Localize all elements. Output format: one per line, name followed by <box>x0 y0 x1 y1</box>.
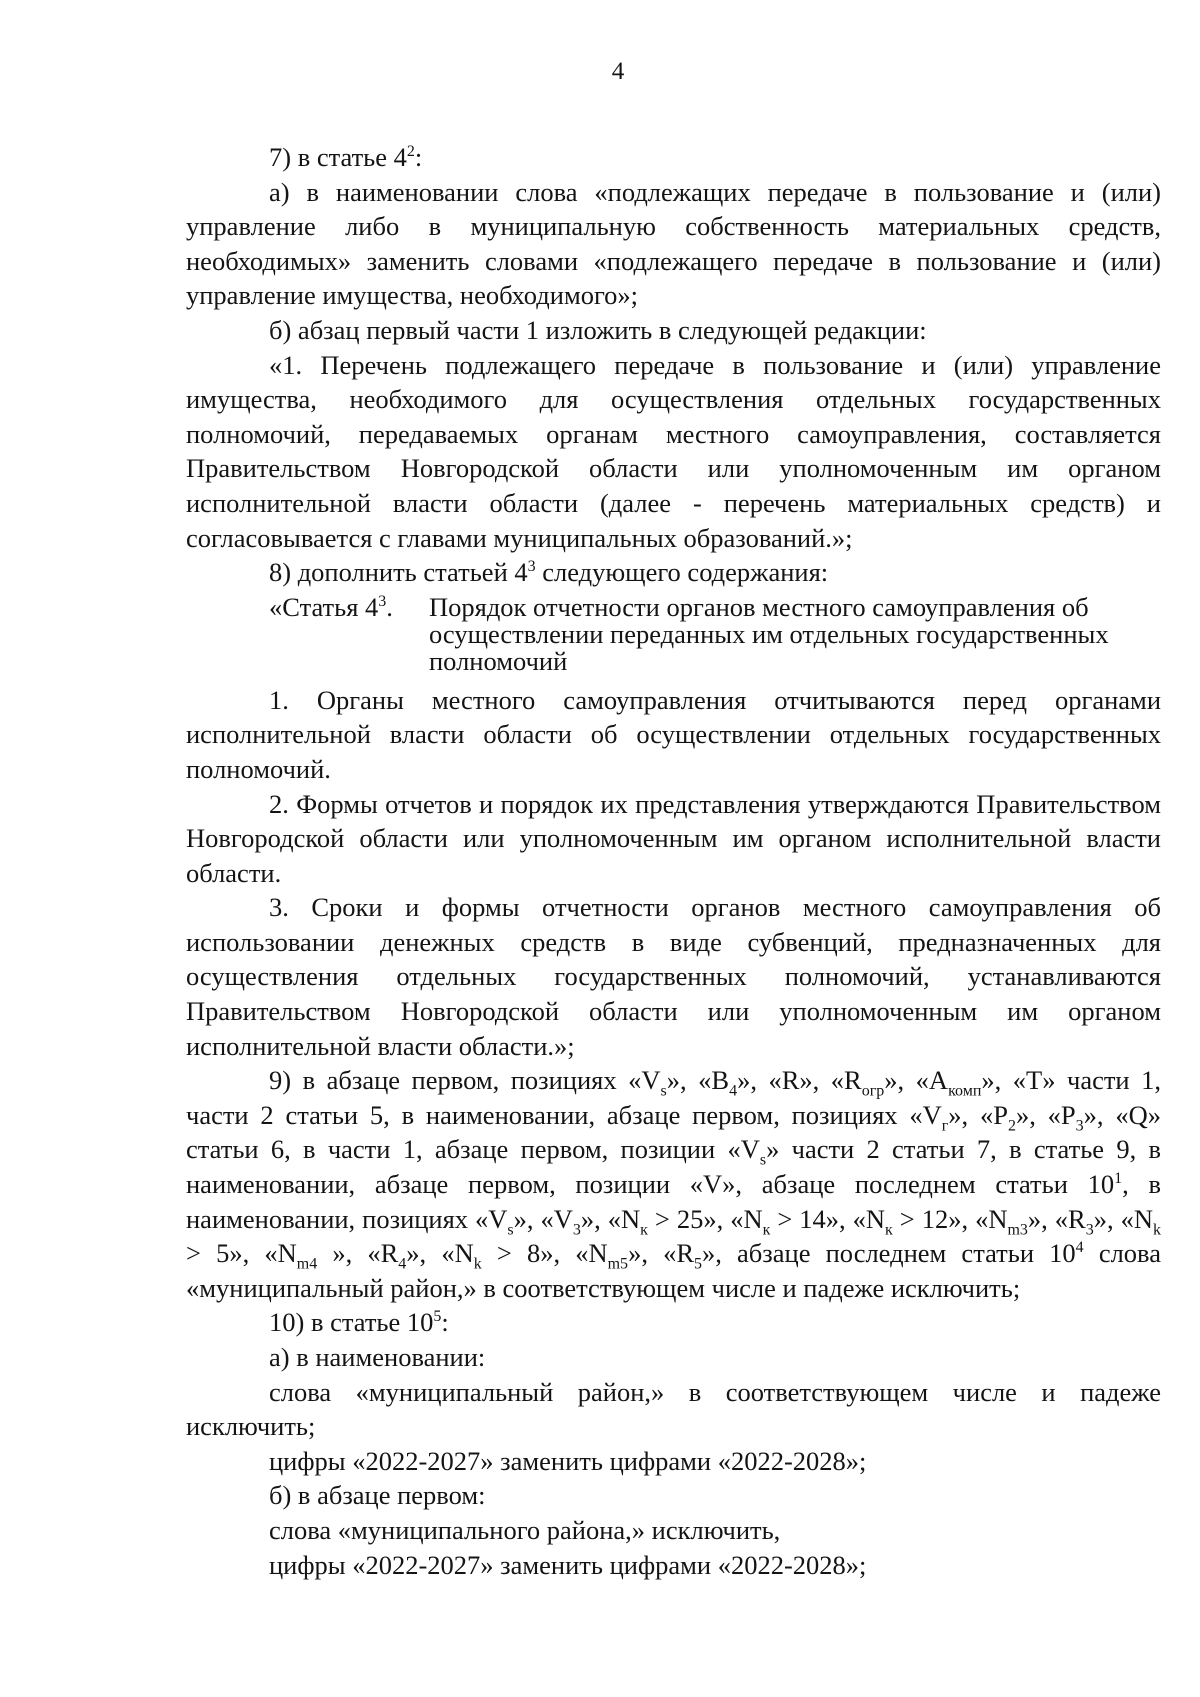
paragraph-quote-1: «1. Перечень подлежащего передаче в пользование и (или) управление имущества, необходимого для осуществления отдельных государственных полномочий, передаваемых органам местного самоуправления, составляется Правительством Новгородской области или уполномоченным им органом исполнительной власти области (далее - перечень материальных средств) и согласовывается с главами муниципальных образований.»; <box>186 349 1161 553</box>
paragraph-item-7: 7) в статье $4^2$: <box>269 142 423 172</box>
paragraph-item-8: 8) дополнить статьей $4^3$ следующего содержания: <box>269 557 829 588</box>
paragraph-10b: б) в абзаце первом: <box>269 1480 486 1511</box>
document-body <box>186 140 1161 1582</box>
paragraph-article-2: 2. Формы отчетов и порядок их представления утверждаются Правительством Новгородской области или уполномоченным им органом исполнительной власти области. <box>186 788 1161 888</box>
paragraph-10b-digits: цифры «2022-2027» заменить цифрами «2022-2028»; <box>269 1549 867 1580</box>
paragraph-10b-words: слова «муниципального района,» исключить, <box>269 1514 781 1545</box>
paragraph-7b: б) абзац первый части 1 изложить в следующей редакции: <box>269 314 927 345</box>
article-heading <box>269 591 1161 676</box>
paragraph-item-9: 9) в абзаце первом, позициях «$V_s$», «$B_4$», «R», «$R_{огр}$», «$A_{комп}$», «T» части 1, части 2 статьи 5, в наименовании, абзаце первом, позициях «$V_г$», «$P_2$», «$P_3$», «Q» статьи 6, в части 1, абзаце первом, позиции «$V_s$» части 2 статьи 7, в статье 9, в наименовании, абзаце первом, позиции «V», абзаце последнем статьи $10^1$, в наименовании, позициях «$V_s$», «$V_3$», «$N_к > 25$», «$N_к > 14$», «$N_к > 12$», «$N_{m3}$», «$R_3$», «$N_k > 5$», «$N_{m4}$ », «$R_4$», «$N_k > 8$», «$N_{m5}$», «$R_5$», абзаце последнем статьи $10^4$ слова «муниципальный район,» в соответствующем числе и падеже исключить; <box>186 1065 1162 1303</box>
paragraph-item-10: 10) в статье $10^5$: <box>269 1307 449 1338</box>
article-label: «Статья $4^3$. <box>269 591 393 622</box>
paragraph-article-1: 1. Органы местного самоуправления отчитываются перед органами исполнительной власти области об осуществлении отдельных государственных полномочий. <box>186 684 1161 784</box>
paragraph-10a-words: слова «муниципальный район,» в соответствующем числе и падеже исключить; <box>186 1376 1161 1442</box>
paragraph-7a: а) в наименовании слова «подлежащих передаче в пользование и (или) управление либо в муниципальную собственность материальных средств, необходимых» заменить словами «подлежащего передаче в пользование и (или) управление имущества, необходимого»; <box>186 176 1161 311</box>
paragraph-10a-digits: цифры «2022-2027» заменить цифрами «2022-2028»; <box>269 1445 867 1476</box>
paragraph-10a: а) в наименовании: <box>269 1342 486 1372</box>
page-number: 4 <box>611 58 625 85</box>
paragraph-article-3: 3. Сроки и формы отчетности органов местного самоуправления об использовании денежных средств в виде субвенций, предназначенных для осуществления отдельных государственных полномочий, устанавливаются Правительством Новгородской области или уполномоченным им органом исполнительной власти области.»; <box>186 892 1161 1061</box>
article-title: Порядок отчетности органов местного самоуправления об осуществлении переданных им отдельных государственных полномочий <box>429 591 1109 676</box>
